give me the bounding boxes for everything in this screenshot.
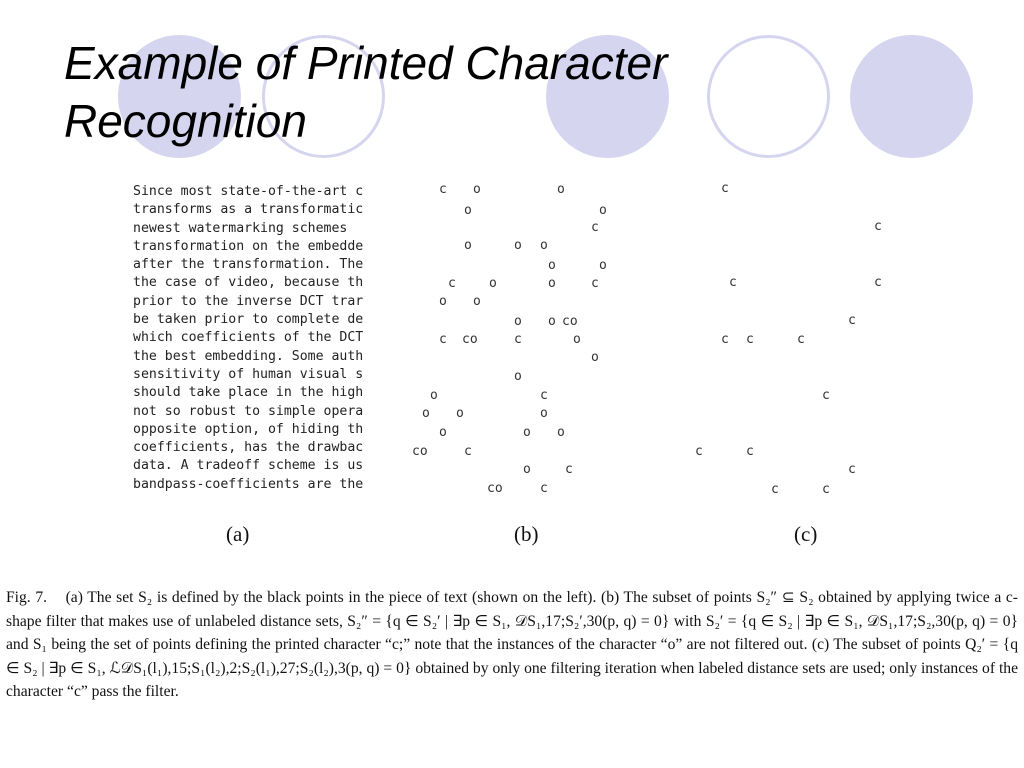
- panel-a-line: the case of video, because th: [133, 275, 364, 291]
- panel-c-glyph: c: [822, 388, 830, 403]
- panel-b-glyph: o: [599, 258, 607, 273]
- panel-label-b: (b): [514, 522, 539, 546]
- panel-b-glyph: co: [412, 444, 428, 459]
- panel-a-line: opposite option, of hiding th: [133, 421, 364, 437]
- panel-c-glyph: c: [771, 482, 779, 497]
- panel-a-line: after the transformation. The: [133, 257, 364, 273]
- panel-b-glyph: o: [557, 182, 565, 197]
- panel-b-glyph: o: [548, 258, 556, 273]
- panel-b-glyph: c: [565, 462, 573, 477]
- panel-a-line: newest watermarking schemes: [133, 220, 348, 236]
- panel-b-glyph: o: [591, 350, 599, 365]
- panel-b-glyph: o: [548, 276, 556, 291]
- panel-a-line: not so robust to simple opera: [133, 403, 364, 419]
- panel-c-glyph: c: [874, 275, 882, 290]
- panel-b-glyph: c: [439, 332, 447, 347]
- panel-c-glyph: c: [746, 444, 754, 459]
- caption-lead: Fig. 7.: [6, 589, 48, 606]
- panel-b-glyph: o: [422, 406, 430, 421]
- panel-a-line: which coefficients of the DCT: [133, 330, 364, 346]
- panel-label-c: (c): [794, 522, 818, 546]
- panel-c-glyph: c: [874, 219, 882, 234]
- panel-a-line: Since most state-of-the-art c: [133, 184, 364, 199]
- panel-b-glyph: o: [523, 462, 531, 477]
- panel-b-glyph: o: [489, 276, 497, 291]
- panel-b-glyph: c: [439, 182, 447, 197]
- panel-b-glyph: o: [557, 425, 565, 440]
- panel-c-glyph: c: [746, 332, 754, 347]
- panel-b-glyph: c: [540, 481, 548, 496]
- panel-b-glyph: o: [464, 238, 472, 253]
- panel-a-line: should take place in the high: [133, 385, 364, 401]
- panel-b-glyph: o: [514, 369, 522, 384]
- panel-b-glyph: c: [591, 220, 599, 235]
- panel-a-line: transformation on the embedde: [133, 238, 364, 254]
- figure-caption: [6, 586, 1018, 704]
- panel-a-line: the best embedding. Some auth: [133, 348, 364, 364]
- caption-text: (a) The set S₂ is defined by the black points in the piece of text (shown on the left). (b) The subset of points S₂″ ⊆ S₂ obtained by applying twice a c-shape filter that makes use of unlabeled distance sets, S₂″ = {q ∈ S₂′ | ∃p ∈ S₁, 𝒟S₁,17;S₂′,30(p, q) = 0} with S₂′ = {q ∈ S₂ | ∃p ∈ S₁, 𝒟S₁,17;S₂,30(p, q) = 0} and S₁ being the set of points defining the printed character “c;” note that the instances of the character “o” are not filtered out. (c) The subset of points Q₂′ = {q ∈ S₂ | ∃p ∈ S₁, ℒ𝒟S₁(l₁),15;S₁(l₂),2;S₂(l₁),27;S₂(l₂),3(p, q) = 0} obtained by only one filtering iteration when labeled distance sets are used; only instances of the character “c” pass the filter.: [6, 589, 1019, 700]
- panel-c-glyph: c: [797, 332, 805, 347]
- panel-b-glyph: o: [456, 406, 464, 421]
- panel-a-line: bandpass-coefficients are the: [133, 476, 364, 492]
- panel-c-glyph: c: [848, 313, 856, 328]
- panel-b-glyph: o: [514, 314, 522, 329]
- panel-a-line: transforms as a transformatic: [133, 202, 364, 218]
- slide-title: [64, 34, 964, 150]
- panel-b-glyph: o: [464, 203, 472, 218]
- panel-a-line: sensitivity of human visual s: [133, 366, 364, 382]
- panel-b-glyph: o: [430, 388, 438, 403]
- panel-b-glyph: o: [473, 182, 481, 197]
- slide-title-line-1: Example of Printed Character: [64, 37, 668, 89]
- panel-b-glyph: co: [487, 481, 503, 496]
- panel-b-glyph: c: [464, 444, 472, 459]
- panel-b-glyph: c: [540, 388, 548, 403]
- panel-b-glyph: c: [591, 276, 599, 291]
- panel-a-line: data. A tradeoff scheme is us: [133, 458, 364, 474]
- panel-c-glyph: c: [721, 332, 729, 347]
- panel-a-line: coefficients, has the drawbac: [133, 440, 364, 456]
- panel-b-glyph: o: [540, 238, 548, 253]
- figure-panel-a-text: [133, 183, 371, 494]
- panel-c-glyph: c: [729, 275, 737, 290]
- panel-c-glyph: c: [721, 181, 729, 196]
- panel-b-glyph: o: [573, 332, 581, 347]
- panel-b-glyph: o: [540, 406, 548, 421]
- panel-b-glyph: co: [562, 314, 578, 329]
- panel-b-glyph: co: [462, 332, 478, 347]
- panel-b-glyph: c: [514, 332, 522, 347]
- panel-b-glyph: c: [448, 276, 456, 291]
- panel-c-glyph: c: [848, 462, 856, 477]
- panel-b-glyph: o: [599, 203, 607, 218]
- panel-b-glyph: o: [439, 294, 447, 309]
- panel-b-glyph: o: [548, 314, 556, 329]
- panel-b-glyph: o: [514, 238, 522, 253]
- panel-a-line: prior to the inverse DCT trar: [133, 293, 364, 309]
- panel-b-glyph: o: [523, 425, 531, 440]
- panel-b-glyph: o: [473, 294, 481, 309]
- slide-title-line-2: Recognition: [64, 95, 307, 147]
- panel-label-a: (a): [226, 522, 250, 546]
- panel-b-glyph: o: [439, 425, 447, 440]
- panel-c-glyph: c: [822, 482, 830, 497]
- panel-c-glyph: c: [695, 444, 703, 459]
- panel-a-line: be taken prior to complete de: [133, 312, 364, 328]
